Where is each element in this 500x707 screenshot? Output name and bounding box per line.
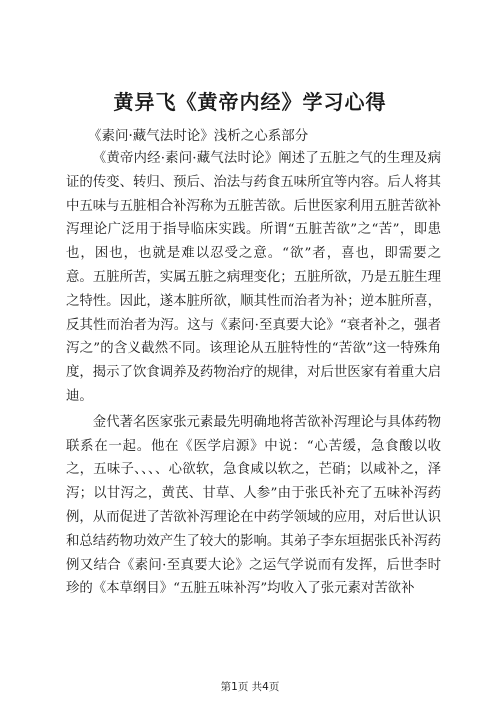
document-body (66, 147, 441, 601)
paragraph: 金代著名医家张元素最先明确地将苦欲补泻理论与具体药物联系在一起。他在《医学启源》中说：“心苦缓，急食酸以收之，五味子、、、、心欲软，急食咸以软之，芒硝；以咸补之，泽泻；以甘泻之，黄芪、甘草、人参”由于张氏补充了五味补泻药例，从而促进了苦欲补泻理论在中药学领域的应用，对后世认识和总结药物功效产生了较大的影响。其弟子李东垣据张氏补泻药例又结合《素问·至真要大论》之运气学说而有发挥，后世李时珍的《本草纲目》“五脏五味补泻”均收入了张元素对苦欲补 (66, 414, 441, 597)
document-subtitle: 《素问·藏气法时论》浅析之心系部分 (88, 128, 309, 144)
document-title: 黄异飞《黄帝内经》学习心得 (113, 90, 387, 114)
paragraph: 《黄帝内经·素问·藏气法时论》阐述了五脏之气的生理及病证的传变、转归、预后、治法与药食五味所宜等内容。后人将其中五味与五脏相合补泻称为五脏苦欲。后世医家利用五脏苦欲补泻理论广泛用于指导临床实践。所谓“五脏苦欲”之“苦”，即患也，困也，也就是难以忍受之意。“欲”者，喜也，即需要之意。五脏所苦，实属五脏之病理变化；五脏所欲，乃是五脏生理之特性。因此，遂本脏所欲，顺其性而治者为补；逆本脏所喜，反其性而治者为泻。这与《素问·至真要大论》“衰者补之，强者泻之”的含义截然不同。该理论从五脏特性的“苦欲”这一特殊角度，揭示了饮食调养及药物治疗的规律，对后世医家有着重大启迪。 (66, 151, 441, 404)
page-number-footer: 第1页 共4页 (220, 681, 280, 693)
